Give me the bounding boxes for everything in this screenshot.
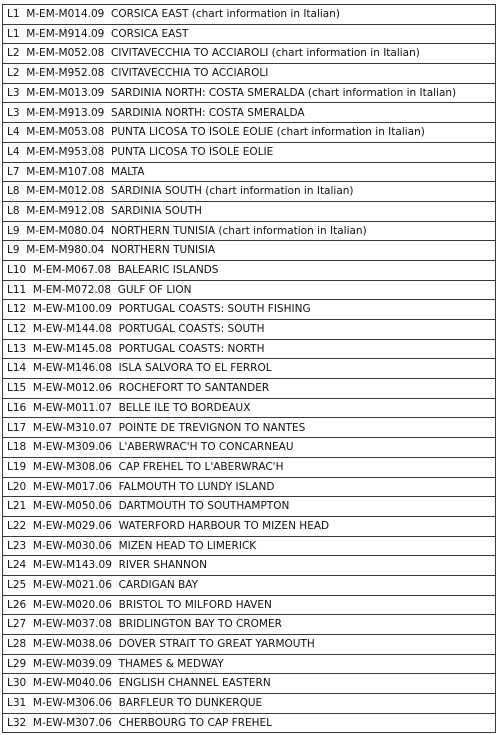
chart-list-row — [3, 438, 496, 458]
chart-entry-text: L22 M-EW-M029.06 WATERFORD HARBOUR TO MIZEN HEAD — [3, 516, 496, 536]
chart-list-row — [3, 83, 496, 103]
chart-list-row — [3, 241, 496, 261]
chart-entry-text: L12 M-EW-M144.08 PORTUGAL COASTS: SOUTH — [3, 320, 496, 340]
chart-list-body — [3, 5, 496, 733]
chart-entry-text: L21 M-EW-M050.06 DARTMOUTH TO SOUTHAMPTON — [3, 497, 496, 517]
chart-entry-text: L9 M-EM-M080.04 NORTHERN TUNISIA (chart information in Italian) — [3, 221, 496, 241]
chart-list-row — [3, 123, 496, 143]
chart-entry-text: L30 M-EW-M040.06 ENGLISH CHANNEL EASTERN — [3, 674, 496, 694]
chart-entry-text: L31 M-EW-M306.06 BARFLEUR TO DUNKERQUE — [3, 694, 496, 714]
chart-list-row — [3, 595, 496, 615]
chart-entry-text: L10 M-EM-M067.08 BALEARIC ISLANDS — [3, 260, 496, 280]
chart-entry-text: L27 M-EW-M037.08 BRIDLINGTON BAY TO CROMER — [3, 615, 496, 635]
chart-list-row — [3, 260, 496, 280]
chart-list-row — [3, 477, 496, 497]
chart-entry-text: L32 M-EW-M307.06 CHERBOURG TO CAP FREHEL — [3, 713, 496, 733]
chart-entry-text: L18 M-EW-M309.06 L'ABERWRAC'H TO CONCARNEAU — [3, 438, 496, 458]
chart-list-row — [3, 359, 496, 379]
chart-entry-text: L15 M-EW-M012.06 ROCHEFORT TO SANTANDER — [3, 379, 496, 399]
chart-entry-text: L1 M-EM-M914.09 CORSICA EAST — [3, 24, 496, 44]
chart-entry-text: L9 M-EM-M980.04 NORTHERN TUNISIA — [3, 241, 496, 261]
chart-entry-text: L14 M-EW-M146.08 ISLA SALVORA TO EL FERROL — [3, 359, 496, 379]
chart-list-row — [3, 44, 496, 64]
chart-list-row — [3, 635, 496, 655]
chart-entry-text: L8 M-EM-M912.08 SARDINIA SOUTH — [3, 201, 496, 221]
chart-list-row — [3, 103, 496, 123]
chart-entry-text: L24 M-EW-M143.09 RIVER SHANNON — [3, 556, 496, 576]
chart-list-row — [3, 280, 496, 300]
chart-list-row — [3, 615, 496, 635]
chart-entry-text: L19 M-EW-M308.06 CAP FREHEL TO L'ABERWRAC'H — [3, 457, 496, 477]
chart-entry-text: L29 M-EW-M039.09 THAMES & MEDWAY — [3, 654, 496, 674]
chart-entry-text: L12 M-EW-M100.09 PORTUGAL COASTS: SOUTH FISHING — [3, 300, 496, 320]
chart-list-row — [3, 300, 496, 320]
chart-list-row — [3, 182, 496, 202]
chart-list-row — [3, 339, 496, 359]
chart-list-row — [3, 654, 496, 674]
chart-entry-text: L7 M-EM-M107.08 MALTA — [3, 162, 496, 182]
chart-list-row — [3, 556, 496, 576]
chart-entry-text: L2 M-EM-M052.08 CIVITAVECCHIA TO ACCIAROLI (chart information in Italian) — [3, 44, 496, 64]
chart-list-row — [3, 201, 496, 221]
chart-list-row — [3, 320, 496, 340]
chart-list-row — [3, 142, 496, 162]
chart-entry-text: L8 M-EM-M012.08 SARDINIA SOUTH (chart information in Italian) — [3, 182, 496, 202]
chart-list-row — [3, 24, 496, 44]
chart-entry-text: L1 M-EM-M014.09 CORSICA EAST (chart information in Italian) — [3, 5, 496, 25]
chart-list-row — [3, 398, 496, 418]
chart-list-row — [3, 379, 496, 399]
chart-entry-text: L11 M-EM-M072.08 GULF OF LION — [3, 280, 496, 300]
chart-list-row — [3, 575, 496, 595]
chart-list-row — [3, 5, 496, 25]
chart-entry-text: L16 M-EW-M011.07 BELLE ILE TO BORDEAUX — [3, 398, 496, 418]
chart-entry-text: L2 M-EM-M952.08 CIVITAVECCHIA TO ACCIAROLI — [3, 64, 496, 84]
chart-list-table — [2, 4, 496, 733]
chart-list-row — [3, 674, 496, 694]
chart-list-row — [3, 418, 496, 438]
chart-list-row — [3, 713, 496, 733]
chart-list-row — [3, 64, 496, 84]
chart-entry-text: L23 M-EW-M030.06 MIZEN HEAD TO LIMERICK — [3, 536, 496, 556]
chart-entry-text: L4 M-EM-M953.08 PUNTA LICOSA TO ISOLE EOLIE — [3, 142, 496, 162]
chart-entry-text: L13 M-EW-M145.08 PORTUGAL COASTS: NORTH — [3, 339, 496, 359]
chart-entry-text: L17 M-EW-M310.07 POINTE DE TREVIGNON TO NANTES — [3, 418, 496, 438]
chart-entry-text: L28 M-EW-M038.06 DOVER STRAIT TO GREAT YARMOUTH — [3, 635, 496, 655]
chart-list-row — [3, 694, 496, 714]
chart-entry-text: L26 M-EW-M020.06 BRISTOL TO MILFORD HAVEN — [3, 595, 496, 615]
chart-entry-text: L3 M-EM-M913.09 SARDINIA NORTH: COSTA SMERALDA — [3, 103, 496, 123]
chart-entry-text: L25 M-EW-M021.06 CARDIGAN BAY — [3, 575, 496, 595]
chart-entry-text: L20 M-EW-M017.06 FALMOUTH TO LUNDY ISLAND — [3, 477, 496, 497]
chart-list-row — [3, 536, 496, 556]
chart-list-row — [3, 457, 496, 477]
chart-entry-text: L4 M-EM-M053.08 PUNTA LICOSA TO ISOLE EOLIE (chart information in Italian) — [3, 123, 496, 143]
chart-entry-text: L3 M-EM-M013.09 SARDINIA NORTH: COSTA SMERALDA (chart information in Italian) — [3, 83, 496, 103]
chart-list-row — [3, 221, 496, 241]
chart-list-row — [3, 516, 496, 536]
chart-list-row — [3, 497, 496, 517]
chart-list-row — [3, 162, 496, 182]
